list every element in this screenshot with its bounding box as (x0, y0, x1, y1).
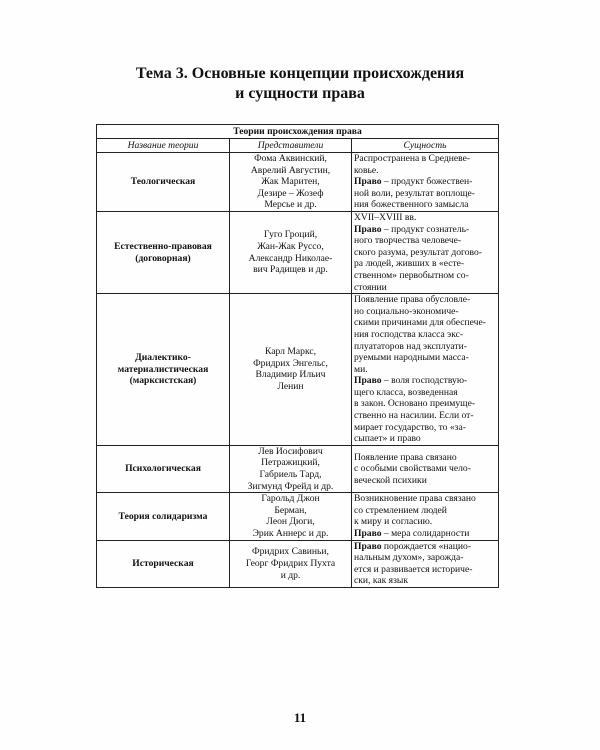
essence-paragraph (354, 541, 496, 587)
theory-name-line: (марксистская) (129, 375, 197, 387)
representative-line: Гуго Гроций, (263, 229, 318, 241)
essence-paragraph (354, 153, 496, 176)
theory-name-cell (97, 445, 230, 492)
theory-name-line: Теологическая (130, 176, 196, 188)
theory-name-line: Теория солидаризма (118, 510, 208, 522)
essence-paragraph (354, 176, 496, 211)
header-representatives: Представители (230, 139, 352, 153)
essence-line: ского разума, результат догово- (354, 246, 482, 258)
essence-line: Возникновение права связано (354, 493, 476, 505)
essence-term: Право (354, 223, 382, 235)
essence-line: стоянии (354, 281, 387, 293)
essence-line: ного творчества человече- (354, 235, 462, 247)
representatives-cell (230, 153, 352, 212)
representatives-cell (230, 540, 352, 587)
representative-line: Мерсье и др. (264, 199, 317, 211)
essence-line: плуататоров над эксплуати- (354, 340, 467, 352)
page-title (0, 64, 600, 104)
essence-line: ния божественного замысла (354, 199, 469, 211)
representative-line: Эрик Аннерс и др. (252, 528, 329, 539)
representative-line: Гарольд Джон (261, 493, 320, 505)
essence-paragraph (354, 212, 496, 224)
theory-name-cell (97, 153, 230, 212)
essence-cell (352, 294, 499, 446)
theory-name-cell (97, 540, 230, 587)
table-row (97, 294, 499, 446)
table-caption: Теории происхождения права (97, 125, 499, 139)
representative-line: Александр Николае- (248, 252, 333, 264)
representative-line: вич Радищев и др. (253, 264, 328, 276)
essence-line: ственном» первобытном со- (354, 269, 469, 281)
essence-line: в закон. Основано преимуще- (354, 398, 476, 410)
essence-cell (352, 493, 499, 540)
representative-line: и др. (280, 569, 301, 581)
representative-line: Леон Дюги, (266, 516, 315, 528)
representative-line: Дезире – Жозеф (257, 187, 324, 199)
essence-line: руемыми народными масса- (354, 352, 469, 364)
table-row (97, 540, 499, 587)
essence-line: Распространена в Средневе- (354, 153, 471, 164)
theory-name-line: материалистическая (117, 363, 209, 375)
essence-line: со стремлением людей (354, 504, 447, 516)
representative-line: Карл Маркс, (264, 346, 317, 358)
theory-name-line: Психологическая (125, 463, 201, 475)
theory-name-line: (договорная) (135, 252, 191, 264)
representative-line: Жан-Жак Руссо, (257, 240, 324, 252)
essence-line: ется и развивается историче- (354, 563, 473, 575)
essence-paragraph (354, 528, 496, 540)
theory-name-cell (97, 211, 230, 293)
page-title-line-2: и сущности права (235, 85, 365, 102)
essence-line: XVII–XVIII вв. (354, 211, 417, 223)
essence-term: Право (354, 528, 382, 539)
essence-line: – продукт божествен- (381, 176, 473, 188)
essence-paragraph (354, 224, 496, 294)
representative-line: Зигмунд Фрейд и др. (247, 480, 334, 492)
essence-line: Появление права связано (354, 451, 457, 463)
essence-line: ковье. (354, 164, 379, 176)
essence-line: порождается «нацио- (381, 540, 472, 552)
essence-line: ски, как язык (354, 575, 408, 587)
representative-line: Лев Иосифович (258, 445, 323, 457)
theories-table (96, 124, 499, 588)
essence-paragraph (354, 452, 496, 487)
essence-line: нальным духом», зарожда- (354, 552, 464, 564)
essence-line: щего класса, возведенная (354, 386, 458, 398)
essence-line: – мера солидарности (381, 528, 470, 539)
essence-term: Право (354, 375, 382, 387)
essence-line: мирает государство, то «за- (354, 421, 466, 433)
essence-line: – воля господствую- (381, 375, 468, 387)
table-row (97, 493, 499, 540)
table-row (97, 445, 499, 492)
essence-cell (352, 153, 499, 212)
page-number: 11 (293, 710, 307, 725)
table-row (97, 153, 499, 212)
representatives-cell (230, 294, 352, 446)
essence-line: с особыми свойствами чело- (354, 463, 471, 475)
representative-line: Ленин (277, 381, 304, 393)
theory-name-cell (97, 294, 230, 446)
representative-line: Аврелий Августин, (250, 164, 331, 176)
header-essence: Сущность (352, 139, 499, 153)
essence-cell (352, 540, 499, 587)
theory-name-line: Историческая (132, 557, 194, 569)
theory-name-line: Диалектико- (135, 352, 191, 364)
essence-paragraph (354, 375, 496, 445)
essence-line: ственно на насилии. Если от- (354, 410, 474, 422)
essence-term: Право (354, 540, 382, 552)
essence-line: ной воли, результат воплоще- (354, 187, 475, 199)
essence-line: скими причинами для обеспече- (354, 317, 486, 329)
page-title-line-1: Тема 3. Основные концепции происхождения (135, 65, 465, 82)
essence-line: – продукт сознатель- (381, 223, 470, 235)
essence-paragraph (354, 294, 496, 375)
representative-line: Фридрих Савиньи, (252, 546, 329, 558)
representative-line: Жак Маритен, (261, 176, 320, 188)
representative-line: Габриель Тард, (259, 469, 322, 481)
representatives-cell (230, 211, 352, 293)
essence-line: но социально-экономиче- (354, 305, 459, 317)
essence-line: ра людей, живших в «есте- (354, 258, 465, 270)
representative-line: Берман, (274, 504, 307, 516)
essence-paragraph (354, 493, 496, 528)
essence-line: веческой психики (354, 474, 427, 486)
theory-name-cell (97, 493, 230, 540)
theory-name-line: Естественно-правовая (114, 240, 212, 252)
representative-line: Владимир Ильич (255, 369, 326, 381)
essence-line: сыпает» и право (354, 433, 421, 445)
essence-line: ми. (354, 363, 368, 375)
representative-line: Петражицкий, (261, 457, 320, 469)
essence-line: ния господства класса экс- (354, 328, 464, 340)
representatives-cell (230, 493, 352, 540)
essence-line: Появление права обусловле- (354, 294, 471, 306)
essence-term: Право (354, 176, 382, 188)
header-theory-name: Название теории (97, 139, 230, 153)
representative-line: Георг Фридрих Пухта (245, 557, 336, 569)
table-row (97, 211, 499, 293)
representative-line: Фома Аквинский, (254, 153, 327, 164)
essence-cell (352, 211, 499, 293)
essence-line: к миру и согласию. (354, 516, 433, 528)
essence-cell (352, 445, 499, 492)
representatives-cell (230, 445, 352, 492)
representative-line: Фридрих Энгельс, (253, 357, 328, 369)
